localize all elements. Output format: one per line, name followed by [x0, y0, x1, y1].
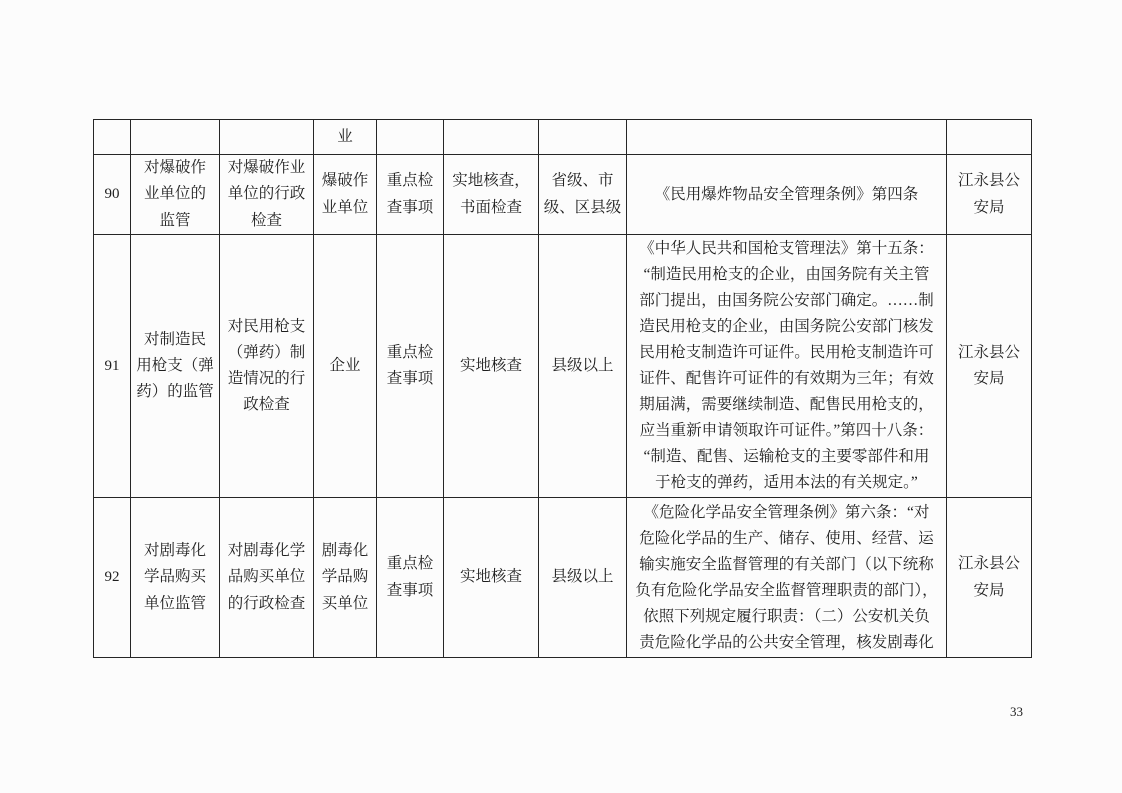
level-cell: 县级以上: [539, 498, 627, 658]
check-name-cell: 对爆破作业 单位的行政 检查: [220, 155, 314, 235]
authority-cell: 江永县公 安局: [947, 155, 1032, 235]
table-row: [94, 235, 1032, 498]
check-name-cell: 对剧毒化学 品购买单位 的行政检查: [220, 498, 314, 658]
basis-cell: 《中华人民共和国枪支管理法》第十五条： “制造民用枪支的企业，由国务院有关主管 部门提出，由国务院公安部门确定。……制 造民用枪支的企业，由国务院公安部门核发 民用枪支制造许可证件。民用枪支制造许可 证件、配售许可证件的有效期为三年；有效 期届满，需要继续制造、配售民用枪支的， 应当重新申请领取许可证件。”第四十八条： “制造、配售、运输枪支的主要零部件和用 于枪支的弹药，适用本法的有关规定。”: [627, 235, 947, 498]
level-cell: [539, 120, 627, 155]
basis-cell: 《民用爆炸物品安全管理条例》第四条: [627, 155, 947, 235]
seq-cell: [94, 120, 131, 155]
authority-cell: [947, 120, 1032, 155]
table-row: [94, 498, 1032, 658]
level-cell: 县级以上: [539, 235, 627, 498]
object-cell: 业: [314, 120, 377, 155]
item-cell: [131, 120, 220, 155]
page-number: 33: [1010, 704, 1023, 719]
category-cell: [377, 120, 444, 155]
level-cell: 省级、市 级、区县级: [539, 155, 627, 235]
table-row: [94, 155, 1032, 235]
object-cell: 爆破作 业单位: [314, 155, 377, 235]
table-body: [94, 120, 1032, 658]
seq-cell: 92: [94, 498, 131, 658]
authority-cell: 江永县公 安局: [947, 498, 1032, 658]
seq-cell: 91: [94, 235, 131, 498]
authority-cell: 江永县公 安局: [947, 235, 1032, 498]
method-cell: 实地核查， 书面检查: [444, 155, 539, 235]
method-cell: 实地核查: [444, 235, 539, 498]
check-name-cell: [220, 120, 314, 155]
category-cell: 重点检 查事项: [377, 498, 444, 658]
basis-cell: [627, 120, 947, 155]
method-cell: [444, 120, 539, 155]
seq-cell: 90: [94, 155, 131, 235]
check-name-cell: 对民用枪支 （弹药）制 造情况的行 政检查: [220, 235, 314, 498]
basis-cell: 《危险化学品安全管理条例》第六条：“对 危险化学品的生产、储存、使用、经营、运 输实施安全监督管理的有关部门（以下统称 负有危险化学品安全监督管理职责的部门）， 依照下列规定履行职责：（二）公安机关负 责危险化学品的公共安全管理，核发剧毒化: [627, 498, 947, 658]
inspection-table: [93, 119, 1032, 658]
method-cell: 实地核查: [444, 498, 539, 658]
table-row-continuation: [94, 120, 1032, 155]
item-cell: 对剧毒化 学品购买 单位监管: [131, 498, 220, 658]
item-cell: 对制造民 用枪支（弹 药）的监管: [131, 235, 220, 498]
category-cell: 重点检 查事项: [377, 155, 444, 235]
item-cell: 对爆破作 业单位的 监管: [131, 155, 220, 235]
category-cell: 重点检 查事项: [377, 235, 444, 498]
object-cell: 剧毒化 学品购 买单位: [314, 498, 377, 658]
object-cell: 企业: [314, 235, 377, 498]
